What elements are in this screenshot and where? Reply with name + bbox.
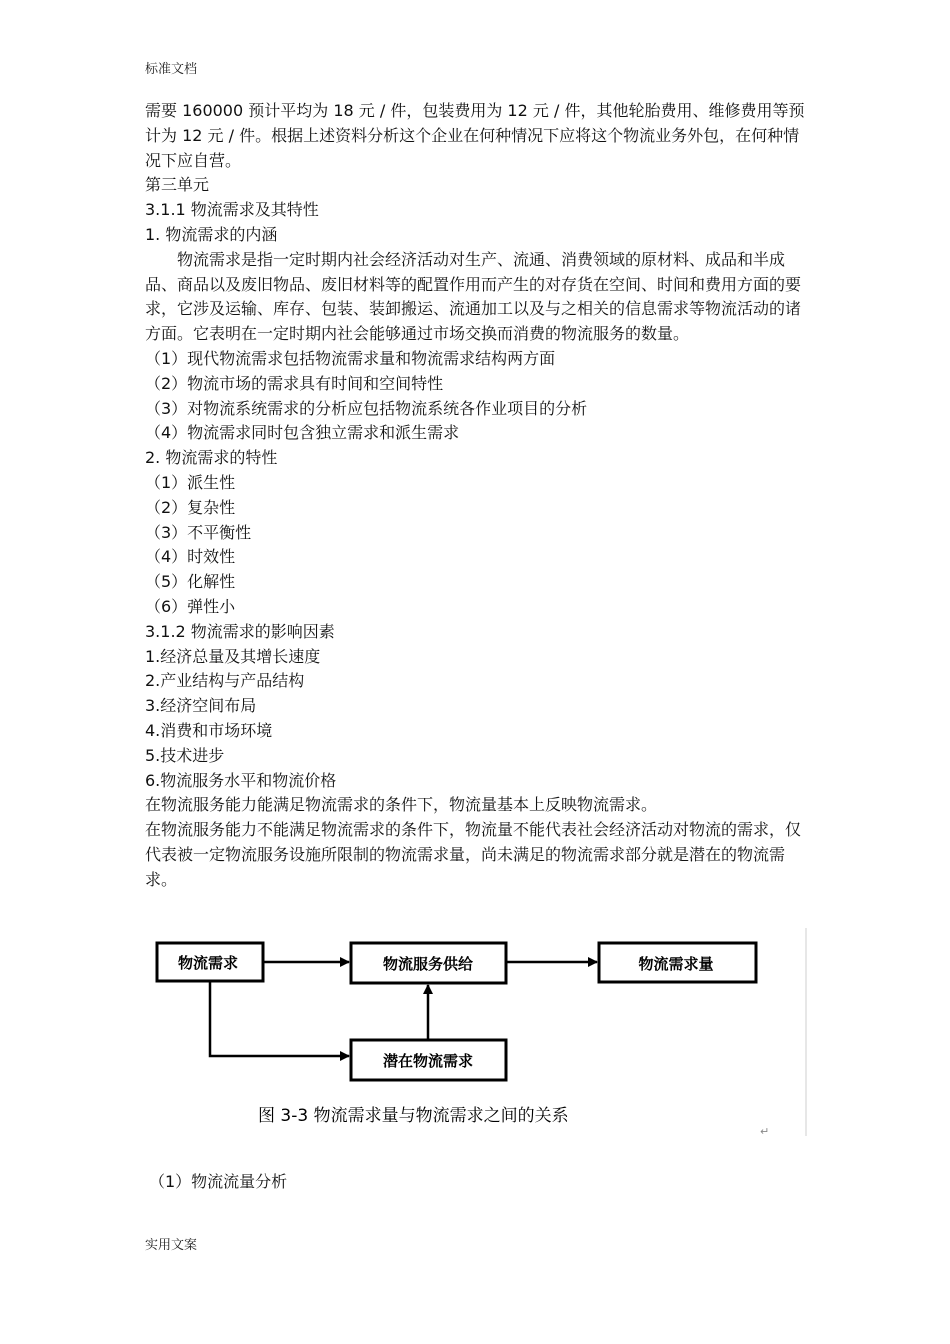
list-item: （1）派生性 — [145, 472, 236, 492]
list-item: （2）物流市场的需求具有时间和空间特性 — [145, 373, 444, 393]
section-heading-3-1-2: 3.1.2 物流需求的影响因素 — [145, 621, 335, 641]
factor-item: 4.消费和市场环境 — [145, 720, 273, 740]
arrow-demand-to-potential — [210, 981, 349, 1056]
box-logistics-demand-label: 物流需求 — [177, 954, 239, 972]
box-demand-quantity-label: 物流需求量 — [638, 955, 714, 973]
paragraph-cost-analysis: 需要 160000 预计平均为 18 元 / 件，包装费用为 12 元 / 件，其他轮胎费用、维修费用等预计为 12 元 / 件。根据上述资料分析这个企业在何种情况下应将这个物流业务外包，在何种情况下应自营。 — [145, 101, 805, 170]
subheading-demand-definition: 1. 物流需求的内涵 — [145, 224, 278, 244]
factor-item: 6.物流服务水平和物流价格 — [145, 770, 337, 790]
box-logistics-demand — [157, 943, 263, 981]
list-item: （4）物流需求同时包含独立需求和派生需求 — [145, 423, 460, 443]
list-item: （4）时效性 — [145, 547, 236, 567]
page-header: 标准文档 — [145, 62, 198, 77]
list-item: （2）复杂性 — [145, 497, 236, 517]
paragraph-return-mark: ↵ — [760, 1125, 770, 1138]
paragraph-capacity-sufficient: 在物流服务能力能满足物流需求的条件下，物流量基本上反映物流需求。 — [145, 795, 658, 815]
list-item: （1）现代物流需求包括物流需求量和物流需求结构两方面 — [145, 348, 556, 368]
subheading-demand-characteristics: 2. 物流需求的特性 — [145, 448, 278, 468]
box-service-supply — [351, 943, 506, 983]
factor-item: 5.技术进步 — [145, 745, 225, 765]
factor-item: 2.产业结构与产品结构 — [145, 671, 305, 691]
paragraph-capacity-insufficient: 在物流服务能力不能满足物流需求的条件下，物流量不能代表社会经济活动对物流的需求，仅代表被一定物流服务设施所限制的物流需求量，尚未满足的物流需求部分就是潜在的物流需求。 — [145, 820, 802, 889]
section-heading-3-1-1: 3.1.1 物流需求及其特性 — [145, 200, 319, 220]
box-service-supply-label: 物流服务供给 — [382, 955, 474, 973]
box-demand-quantity — [599, 943, 756, 982]
unit-title: 第三单元 — [145, 175, 210, 195]
page-footer: 实用文案 — [145, 1238, 198, 1253]
figure-caption: 图 3-3 物流需求量与物流需求之间的关系 — [258, 1106, 569, 1126]
factor-item: 1.经济总量及其增长速度 — [145, 646, 321, 666]
flow-analysis-item: （1）物流流量分析 — [149, 1172, 288, 1191]
document-body — [145, 99, 813, 893]
list-item: （5）化解性 — [145, 572, 236, 592]
list-item: （3）不平衡性 — [145, 522, 252, 542]
box-potential-demand-label: 潜在物流需求 — [382, 1052, 474, 1070]
list-item: （3）对物流系统需求的分析应包括物流系统各作业项目的分析 — [145, 398, 588, 418]
demand-relationship-diagram — [150, 928, 808, 1138]
list-item: （6）弹性小 — [145, 596, 236, 616]
factor-item: 3.经济空间布局 — [145, 696, 257, 716]
box-potential-demand — [351, 1040, 506, 1080]
paragraph-demand-definition: 物流需求是指一定时期内社会经济活动对生产、流通、消费领域的原材料、成品和半成品、商品以及废旧物品、废旧材料等的配置作用而产生的对存货在空间、时间和费用方面的要求，它涉及运输、库存、包装、装卸搬运、流通加工以及与之相关的信息需求等物流活动的诸方面。它表明在一定时期内社会能够通过市场交换而消费的物流服务的数量。 — [145, 249, 802, 344]
